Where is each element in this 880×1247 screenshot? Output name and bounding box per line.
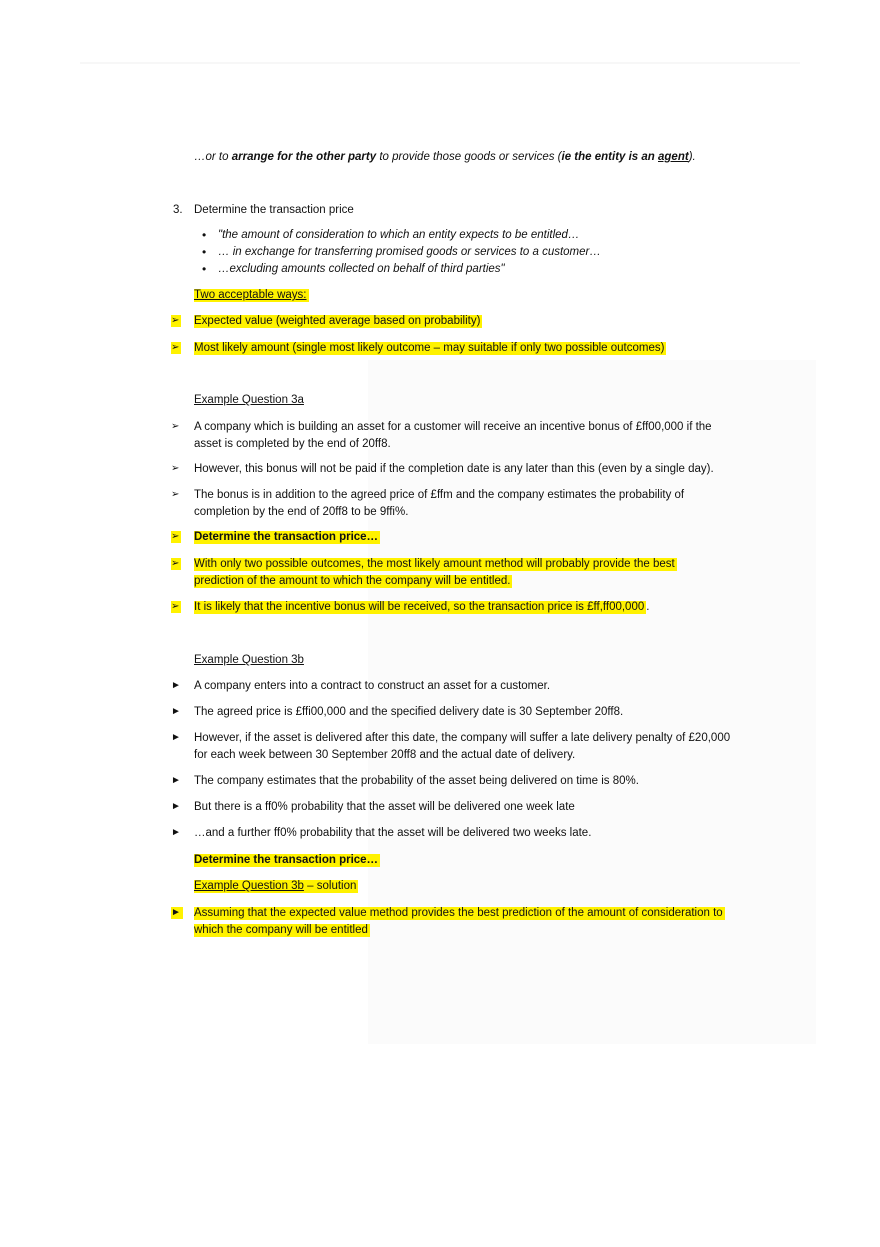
- example-3b-determine: Determine the transaction price…: [194, 854, 379, 866]
- arrowhead-bullet-icon: ➢: [171, 463, 180, 474]
- way-item: Expected value (weighted average based on probability): [194, 315, 481, 327]
- example-3b-item: …and a further ff0% probability that the asset will be delivered two weeks late.: [194, 827, 592, 839]
- example-3a-item: The bonus is in addition to the agreed price of £ffm and the company estimates the probability of completion by the end of 20ff8 to be 9ffi%.: [194, 489, 685, 518]
- arrowhead-bullet-icon: ➢: [171, 558, 180, 569]
- quote-line: …excluding amounts collected on behalf of third parties": [218, 263, 505, 275]
- step-title: Determine the transaction price: [194, 204, 354, 216]
- example-3b-item: The company estimates that the probability of the asset being delivered on time is 80%.: [194, 775, 639, 787]
- arrowhead-bullet-icon: ➢: [171, 342, 180, 353]
- intro-line: …or to arrange for the other party to provide those goods or services (ie the entity is an agent).: [194, 151, 696, 163]
- example-3a-heading: Example Question 3a: [194, 394, 304, 406]
- triangle-bullet-icon: ►: [171, 827, 181, 838]
- example-3a-item: With only two possible outcomes, the most likely amount method will probably provide the best prediction of the amount to which the company will be entitled.: [194, 558, 675, 587]
- example-3b-solution-heading: Example Question 3b – solution: [194, 880, 357, 892]
- arrowhead-bullet-icon: ➢: [171, 531, 180, 542]
- example-3a-item: It is likely that the incentive bonus will be received, so the transaction price is £ff,ff00,000 .: [194, 601, 650, 613]
- arrowhead-bullet-icon: ➢: [171, 421, 180, 432]
- triangle-bullet-icon: ►: [171, 801, 181, 812]
- example-3b-item: A company enters into a contract to construct an asset for a customer.: [194, 680, 551, 692]
- way-item: Most likely amount (single most likely outcome – may suitable if only two possible outcomes): [194, 342, 665, 354]
- arrowhead-bullet-icon: ➢: [171, 601, 180, 612]
- example-3b-item: However, if the asset is delivered after this date, the company will suffer a late delivery penalty of £20,000 for each week between 30 September 20ff8 and the actual date of delivery.: [194, 732, 731, 761]
- arrowhead-bullet-icon: ➢: [171, 315, 180, 326]
- quote-line: "the amount of consideration to which an entity expects to be entitled…: [218, 229, 580, 241]
- example-3b-solution-item: Assuming that the expected value method provides the best prediction of the amount of consideration to which the company will be entitled: [194, 907, 723, 936]
- example-3b-item: But there is a ff0% probability that the asset will be delivered one week late: [194, 801, 575, 813]
- dot-bullet-icon: •: [202, 262, 207, 276]
- example-3a-item: However, this bonus will not be paid if the completion date is any later than this (even by a single day).: [194, 463, 714, 475]
- dot-bullet-icon: •: [202, 245, 207, 259]
- example-3a-determine: Determine the transaction price…: [194, 531, 379, 543]
- ways-heading: Two acceptable ways:: [194, 289, 307, 301]
- triangle-bullet-icon: ►: [171, 775, 181, 786]
- triangle-bullet-icon: ►: [171, 907, 181, 918]
- example-3a-item: A company which is building an asset for a customer will receive an incentive bonus of £ff00,000 if the asset is completed by the end of 20ff8.: [194, 421, 712, 450]
- arrowhead-bullet-icon: ➢: [171, 489, 180, 500]
- triangle-bullet-icon: ►: [171, 706, 181, 717]
- faint-header-line: [80, 62, 800, 64]
- triangle-bullet-icon: ►: [171, 680, 181, 691]
- triangle-bullet-icon: ►: [171, 732, 181, 743]
- quote-line: … in exchange for transferring promised goods or services to a customer…: [218, 246, 601, 258]
- example-3b-heading: Example Question 3b: [194, 654, 304, 666]
- dot-bullet-icon: •: [202, 228, 207, 242]
- step-number: 3.: [173, 204, 183, 216]
- example-3b-item: The agreed price is £ffi00,000 and the specified delivery date is 30 September 20ff8.: [194, 706, 624, 718]
